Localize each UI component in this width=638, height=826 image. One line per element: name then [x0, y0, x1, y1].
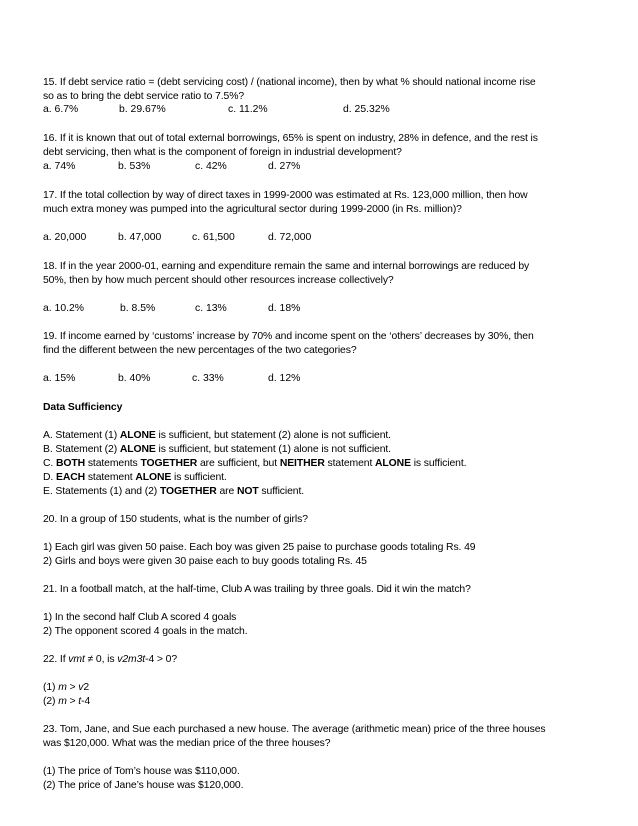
q18-line1: 18. If in the year 2000-01, earning and expenditure remain the same and internal borrowings are reduced by: [43, 261, 530, 272]
q21-question: 21. In a football match, at the half-time, Club A was trailing by three goals. Did it win the match?: [43, 584, 471, 595]
ds-option-e: E. Statements (1) and (2) TOGETHER are NOT sufficient.: [43, 486, 305, 497]
q16-line1: 16. If it is known that out of total external borrowings, 65% is spent on industry, 28% in defence, and the rest is: [43, 133, 538, 144]
q19-option-b: b. 40%: [118, 373, 151, 384]
q15-option-c: c. 11.2%: [228, 104, 268, 115]
q23-line2: was $120,000. What was the median price of the three houses?: [43, 738, 331, 749]
q16-option-d: d. 27%: [268, 161, 301, 172]
q15-line2: so as to bring the debt service ratio to 7.5%?: [43, 91, 245, 102]
q16-option-b: b. 53%: [118, 161, 151, 172]
q23-statement-1: (1) The price of Tom’s house was $110,000.: [43, 766, 240, 777]
q15-option-b: b. 29.67%: [119, 104, 166, 115]
q17-option-c: c. 61,500: [192, 232, 235, 243]
q19-line2: find the different between the new percentages of the two categories?: [43, 345, 357, 356]
q22-question: 22. If vmt ≠ 0, is v2m3t-4 > 0?: [43, 654, 178, 665]
q17-line1: 17. If the total collection by way of direct taxes in 1999-2000 was estimated at Rs. 123,000 million, then how: [43, 190, 528, 201]
ds-option-a: A. Statement (1) ALONE is sufficient, but statement (2) alone is not sufficient.: [43, 430, 391, 441]
q20-statement-2: 2) Girls and boys were given 30 paise each to buy goods totaling Rs. 45: [43, 556, 367, 567]
ds-option-d: D. EACH statement ALONE is sufficient.: [43, 472, 227, 483]
q23-line1: 23. Tom, Jane, and Sue each purchased a new house. The average (arithmetic mean) price of the three houses: [43, 724, 546, 735]
ds-option-b: B. Statement (2) ALONE is sufficient, but statement (1) alone is not sufficient.: [43, 444, 391, 455]
q19-line1: 19. If income earned by ‘customs’ increase by 70% and income spent on the ‘others’ decreases by 30%, then: [43, 331, 534, 342]
q22-statement-2: (2) m > t-4: [43, 696, 91, 707]
q18-option-c: c. 13%: [195, 303, 227, 314]
q21-statement-2: 2) The opponent scored 4 goals in the match.: [43, 626, 248, 637]
q17-line2: much extra money was pumped into the agricultural sector during 1999-2000 (in Rs. million)?: [43, 204, 462, 215]
q21-statement-1: 1) In the second half Club A scored 4 goals: [43, 612, 237, 623]
q16-option-a: a. 74%: [43, 161, 76, 172]
q18-option-a: a. 10.2%: [43, 303, 85, 314]
section-heading-data-sufficiency: Data Sufficiency: [43, 402, 123, 413]
q15-option-d: d. 25.32%: [343, 104, 390, 115]
q17-option-b: b. 47,000: [118, 232, 162, 243]
q19-option-c: c. 33%: [192, 373, 224, 384]
q16-option-c: c. 42%: [195, 161, 227, 172]
q20-statement-1: 1) Each girl was given 50 paise. Each boy was given 25 paise to purchase goods totaling Rs. 49: [43, 542, 476, 553]
q15-option-a: a. 6.7%: [43, 104, 79, 115]
ds-option-c: C. BOTH statements TOGETHER are sufficient, but NEITHER statement ALONE is sufficient.: [43, 458, 467, 469]
q18-option-b: b. 8.5%: [120, 303, 156, 314]
q17-option-a: a. 20,000: [43, 232, 87, 243]
q19-option-d: d. 12%: [268, 373, 301, 384]
q20-question: 20. In a group of 150 students, what is the number of girls?: [43, 514, 308, 525]
q23-statement-2: (2) The price of Jane’s house was $120,000.: [43, 780, 244, 791]
q18-option-d: d. 18%: [268, 303, 301, 314]
q19-option-a: a. 15%: [43, 373, 76, 384]
q15-line1: 15. If debt service ratio = (debt servicing cost) / (national income), then by what % should national income rise: [43, 77, 536, 88]
q22-statement-1: (1) m > v2: [43, 682, 90, 693]
q18-line2: 50%, then by how much percent should other resources increase collectively?: [43, 275, 394, 286]
q16-line2: debt servicing, then what is the component of foreign in industrial development?: [43, 147, 402, 158]
q17-option-d: d. 72,000: [268, 232, 312, 243]
